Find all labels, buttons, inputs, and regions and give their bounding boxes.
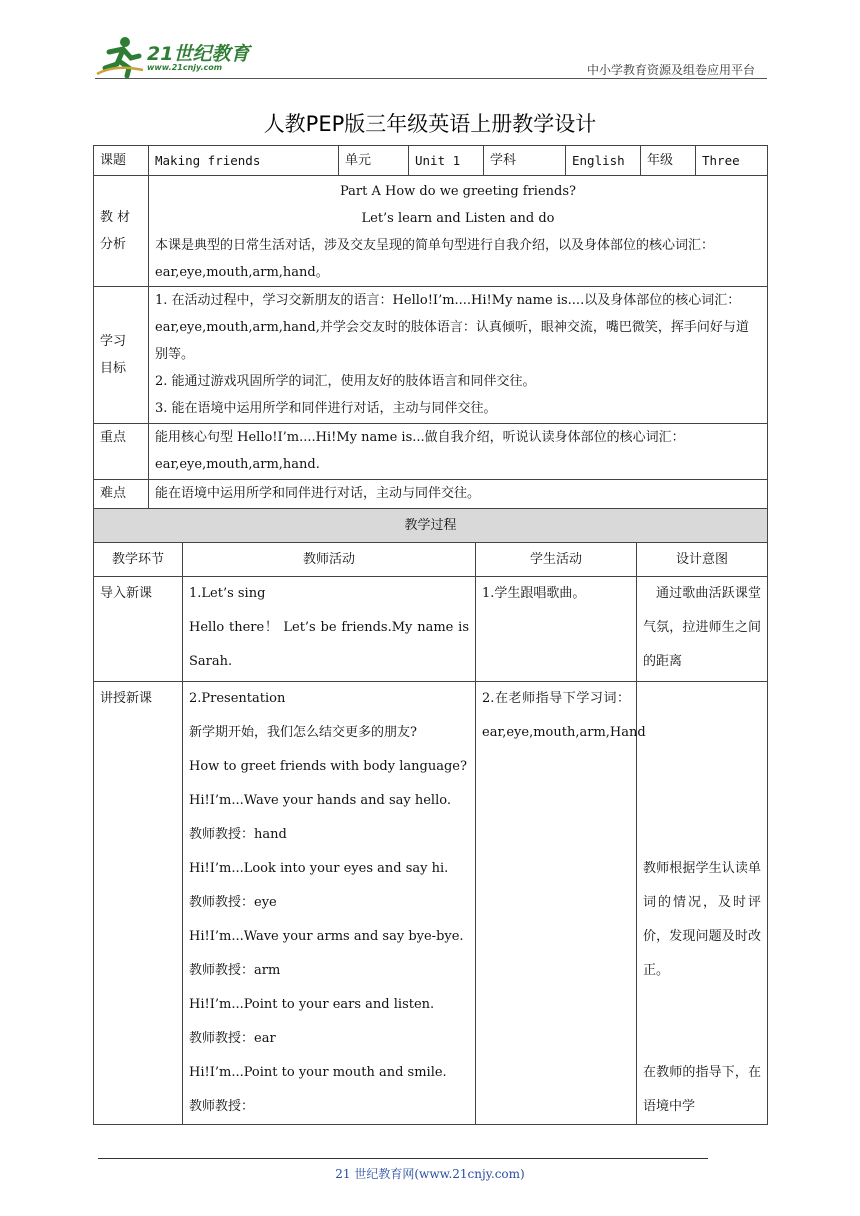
column-header: 学生活动 xyxy=(476,543,637,577)
objective-item: 2. 能通过游戏巩固所学的词汇，使用友好的肢体语言和同伴交往。 xyxy=(155,374,536,389)
info-row xyxy=(94,146,768,176)
grade-label: 年级 xyxy=(641,146,696,176)
teacher-activity-cell: 2.Presentation 新学期开始，我们怎么结交更多的朋友? How to greet friends with body language? Hi!I’m...Wave your hands and say hello. 教师教授：hand Hi!I’m...Look into your eyes and say hi. 教师教授：eye Hi!I’m...Wave your arms and say bye-bye. 教师教授：arm Hi!I’m...Point to your ears and listen. 教师教授：ear Hi!I’m...Point to your mouth and smile. 教师教授： xyxy=(183,682,476,1125)
stage-cell: 导入新课 xyxy=(94,577,183,682)
design-intent-cell: 通过歌曲活跃课堂气氛，拉进师生之间的距离 xyxy=(637,577,768,682)
unit-value: Unit 1 xyxy=(409,146,484,176)
objective-item: 3. 能在语境中运用所学和同伴进行对话，主动与同伴交往。 xyxy=(155,401,497,416)
difficulty-text: 能在语境中运用所学和同伴进行对话，主动与同伴交往。 xyxy=(149,480,768,510)
analysis-label: 教 材 分析 xyxy=(94,176,149,287)
page-header xyxy=(95,34,767,80)
teacher-activity-cell: 1.Let’s sing Hello there！ Let’s be friends.My name is Sarah. xyxy=(183,577,476,682)
header-platform-text: 中小学教育资源及组卷应用平台 xyxy=(586,63,755,77)
difficulty-label: 难点 xyxy=(94,480,149,510)
analysis-content xyxy=(149,176,768,287)
subject-label: 学科 xyxy=(484,146,566,176)
objectives-label: 学习 目标 xyxy=(94,287,149,424)
teaching-process-table xyxy=(93,508,768,1125)
analysis-row xyxy=(94,176,768,287)
key-points-label: 重点 xyxy=(94,424,149,480)
student-activity-cell: 1.学生跟唱歌曲。 xyxy=(476,577,637,682)
process-header-row xyxy=(94,543,768,577)
column-header: 教师活动 xyxy=(183,543,476,577)
analysis-part-title: Part A How do we greeting friends? xyxy=(339,184,576,199)
lesson-info-table xyxy=(93,145,768,510)
analysis-part-subtitle: Let’s learn and Listen and do xyxy=(361,211,555,226)
table-row xyxy=(94,682,768,1125)
document-title: 人教PEP版三年级英语上册教学设计 xyxy=(263,112,597,136)
stage-cell: 讲授新课 xyxy=(94,682,183,1125)
header-divider xyxy=(95,78,767,79)
key-points-text: 能用核心句型 Hello!I’m....Hi!My name is...做自我介绍，听说认读身体部位的核心词汇：ear,eye,mouth,arm,hand. xyxy=(149,424,768,480)
logo xyxy=(95,34,265,78)
logo-url: www.21cnjy.com xyxy=(147,63,223,72)
student-activity-cell: 2.在老师指导下学习词：ear,eye,mouth,arm,Hand xyxy=(476,682,637,1125)
grade-value: Three xyxy=(696,146,768,176)
column-header: 教学环节 xyxy=(94,543,183,577)
lesson-label: 课题 xyxy=(94,146,149,176)
table-row xyxy=(94,577,768,682)
unit-label: 单元 xyxy=(339,146,409,176)
footer-text: 21 世纪教育网(www.21cnjy.com) xyxy=(335,1167,525,1181)
footer-divider xyxy=(98,1158,708,1159)
difficulty-row xyxy=(94,480,768,510)
column-header: 设计意图 xyxy=(637,543,768,577)
process-title: 教学过程 xyxy=(94,509,768,543)
process-title-row xyxy=(94,509,768,543)
design-intent-cell: 教师根据学生认读单词的情况，及时评价，发现问题及时改正。 在教师的指导下，在语境中学 xyxy=(637,682,768,1125)
subject-value: English xyxy=(566,146,641,176)
key-points-row xyxy=(94,424,768,480)
analysis-body: 本课是典型的日常生活对话，涉及交友呈现的简单句型进行自我介绍，以及身体部位的核心词汇：ear,eye,mouth,arm,hand。 xyxy=(155,238,715,280)
lesson-value: Making friends xyxy=(149,146,339,176)
logo-text: 21世纪教育 xyxy=(147,43,250,65)
objective-item: 1. 在活动过程中，学习交新朋友的语言：Hello!I’m....Hi!My name is....以及身体部位的核心词汇：ear,eye,mouth,arm,hand,并学会交友时的肢体语言：认真倾听，眼神交流，嘴巴微笑，挥手问好与道别等。 xyxy=(155,293,749,362)
runner-logo-icon xyxy=(95,34,145,78)
objectives-content xyxy=(149,287,768,424)
objectives-row xyxy=(94,287,768,424)
